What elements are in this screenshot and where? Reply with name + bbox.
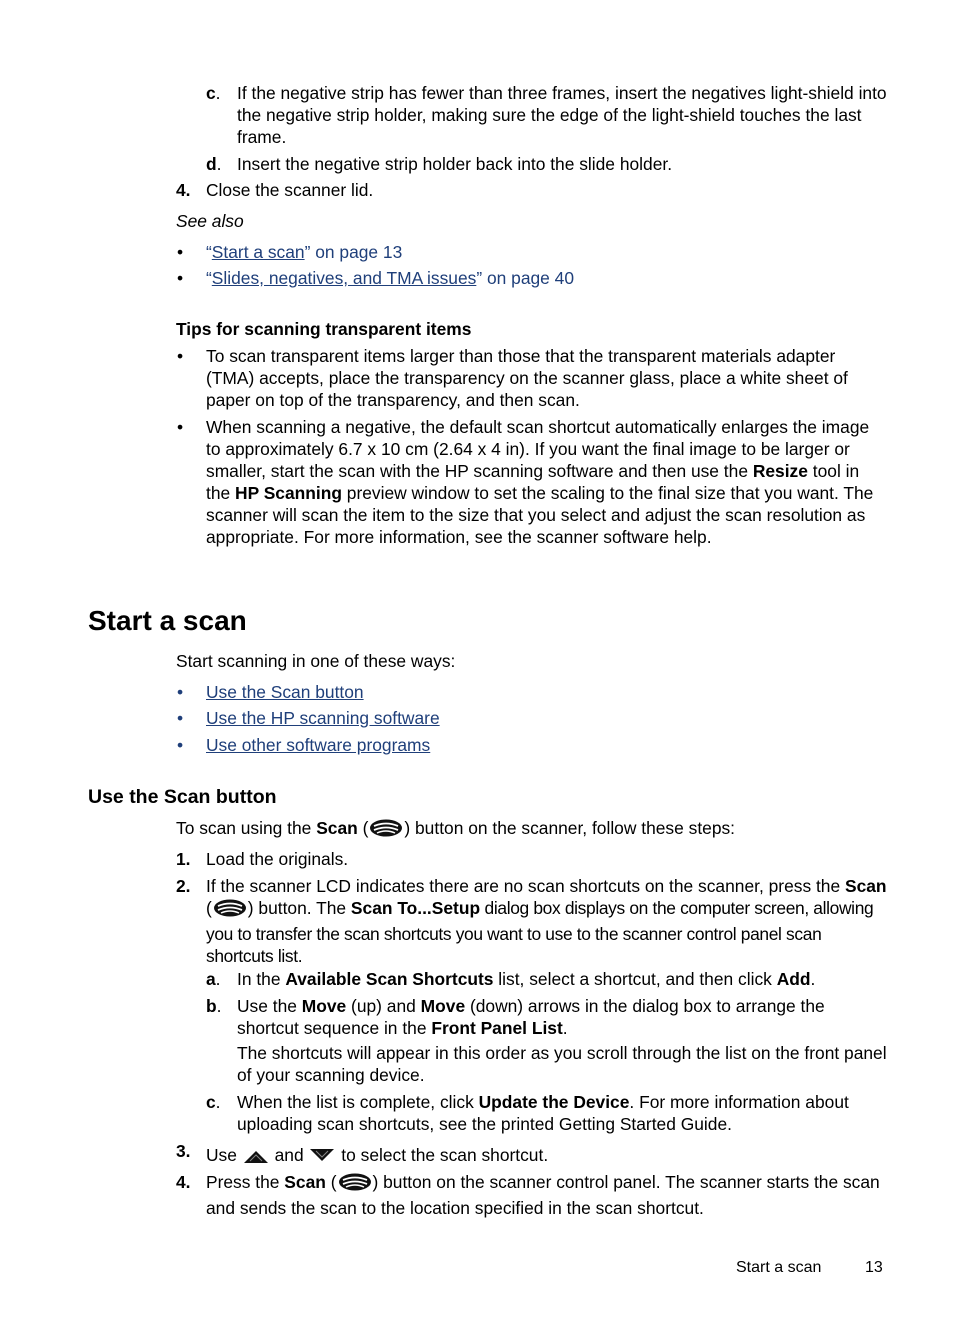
tips-bullet-1: To scan transparent items larger than those that the transparent materials adapter (TMA) accepts, place the transparency on the scanner glass, place a white sheet of paper on top of the transparency, and then scan. xyxy=(206,346,848,410)
substep-label-d: d. xyxy=(206,154,222,174)
down-arrow-icon xyxy=(308,1147,336,1170)
footer-page-number: 13 xyxy=(865,1259,883,1276)
link-start-a-scan[interactable]: Start a scan xyxy=(211,242,305,262)
link-use-scan-button[interactable]: Use the Scan button xyxy=(206,682,364,702)
substep-text-b: Use the Move (up) and Move (down) arrows in the dialog box to arrange the shortcut sequence in the Front Panel List. xyxy=(237,996,825,1038)
substep-label-c: c. xyxy=(206,83,221,103)
substep-label-b: b. xyxy=(206,996,222,1016)
step-text-2: If the scanner LCD indicates there are no scan shortcuts on the scanner, press the Scan ( ) button. The Scan To...Setup dialog box displays on the computer screen, allowing you to transfer the scan shortcuts you want to use to the scanner control panel scan shortcuts list. xyxy=(206,876,887,966)
bullet-icon: • xyxy=(177,346,184,366)
step-label-2: 2. xyxy=(176,876,191,896)
bullet-icon: • xyxy=(177,268,184,288)
section-title-start-a-scan: Start a scan xyxy=(88,605,247,636)
scan-button-icon xyxy=(212,898,248,923)
tips-heading: Tips for scanning transparent items xyxy=(176,319,472,339)
step-label-3: 3. xyxy=(176,1141,191,1161)
step-label-1: 1. xyxy=(176,849,191,869)
up-arrow-icon xyxy=(242,1147,270,1170)
bullet-icon: • xyxy=(177,417,184,437)
see-also-item-2: “Slides, negatives, and TMA issues” on page 40 xyxy=(206,268,575,288)
step-text-1: Load the originals. xyxy=(206,849,349,869)
section-title-use-scan-button: Use the Scan button xyxy=(88,786,277,808)
step-text-3: Use and to select the scan shortcut. xyxy=(206,1144,548,1170)
bullet-icon: • xyxy=(177,242,184,262)
see-also-label: See also xyxy=(176,211,244,231)
bullet-icon: • xyxy=(177,708,184,728)
step-text-4: Close the scanner lid. xyxy=(206,180,374,200)
footer-section: Start a scan xyxy=(736,1259,822,1276)
bullet-icon: • xyxy=(177,682,184,702)
step-label-4: 4. xyxy=(176,180,191,200)
link-slides-negatives-tma[interactable]: Slides, negatives, and TMA issues xyxy=(211,268,477,288)
substep-b-note: The shortcuts will appear in this order as you scroll through the list on the front panel of your scanning device. xyxy=(237,1043,887,1085)
substep-text-d: Insert the negative strip holder back into the slide holder. xyxy=(237,154,673,174)
substep-text-c: If the negative strip has fewer than three frames, insert the negatives light-shield into the negative strip holder, making sure the edge of the light-shield touches the last frame. xyxy=(237,83,887,147)
tips-bullet-2: When scanning a negative, the default scan shortcut automatically enlarges the image to approximately 6.7 x 10 cm (2.64 x 4 in). If you want the final image to be larger or smaller, start the scan with the HP scanning software and then use the Resize tool in the HP Scanning preview window to set the scaling to the final size that you want. The scanner will scan the item to the size that you select and adjust the scan resolution as appropriate. For more information, see the scanner software help. xyxy=(206,417,874,547)
substep-label-a: a. xyxy=(206,969,221,989)
step-text-4: Press the Scan ( ) button on the scanner control panel. The scanner starts the scan and sends the scan to the location specified in the scan shortcut. xyxy=(206,1172,880,1218)
link-use-other-software[interactable]: Use other software programs xyxy=(206,735,431,755)
scan-button-icon xyxy=(337,1172,373,1197)
start-intro: Start scanning in one of these ways: xyxy=(176,651,456,671)
substep-text-a: In the Available Scan Shortcuts list, select a shortcut, and then click Add. xyxy=(237,969,816,989)
bullet-icon: • xyxy=(177,735,184,755)
scan-button-icon xyxy=(368,818,404,843)
scanbtn-intro: To scan using the Scan ( ) button on the scanner, follow these steps: xyxy=(176,817,735,843)
step-label-4: 4. xyxy=(176,1172,191,1192)
substep-text-c: When the list is complete, click Update the Device. For more information about uploading scan shortcuts, see the printed Getting Started Guide. xyxy=(237,1092,849,1134)
link-use-hp-scanning-software[interactable]: Use the HP scanning software xyxy=(206,708,440,728)
substep-label-c: c. xyxy=(206,1092,221,1112)
see-also-item-1: “Start a scan” on page 13 xyxy=(206,242,403,262)
